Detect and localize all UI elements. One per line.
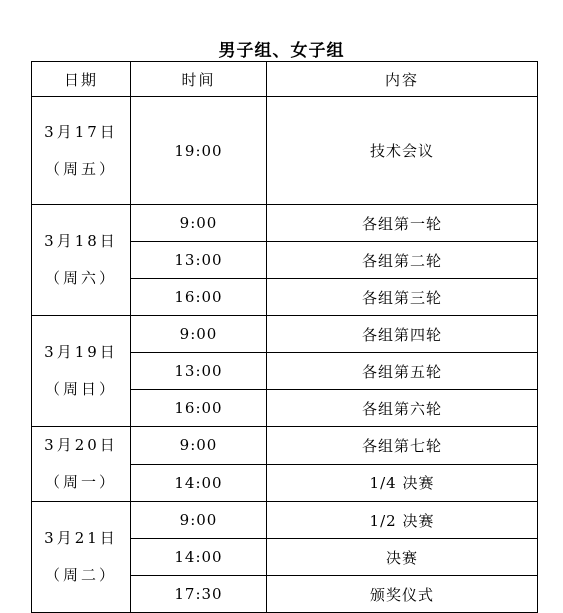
event-cell: 各组第三轮 xyxy=(267,279,538,316)
event-cell: 各组第一轮 xyxy=(267,205,538,242)
event-cell: 各组第二轮 xyxy=(267,242,538,279)
time-cell: 9:00 xyxy=(131,316,267,353)
time-cell: 9:00 xyxy=(131,427,267,465)
time-cell: 16:00 xyxy=(131,279,267,316)
date-label: 3月20日 xyxy=(44,436,118,454)
time-cell: 9:00 xyxy=(131,205,267,242)
time-cell: 13:00 xyxy=(131,353,267,390)
date-cell xyxy=(32,502,131,613)
time-cell: 9:00 xyxy=(131,502,267,539)
event-cell: 技术会议 xyxy=(267,97,538,205)
header-content: 内容 xyxy=(267,62,538,97)
table-row xyxy=(32,427,538,465)
weekday-label: （周六） xyxy=(44,269,117,287)
time-cell: 14:00 xyxy=(131,539,267,576)
time-cell: 13:00 xyxy=(131,242,267,279)
date-label: 3月18日 xyxy=(44,232,118,250)
schedule-table xyxy=(31,61,538,613)
weekday-label: （周日） xyxy=(44,380,117,398)
event-cell: 各组第五轮 xyxy=(267,353,538,390)
header-date: 日期 xyxy=(32,62,131,97)
event-cell: 各组第六轮 xyxy=(267,390,538,427)
event-cell: 1/4 决赛 xyxy=(267,464,538,502)
time-cell: 17:30 xyxy=(131,576,267,613)
date-cell xyxy=(32,427,131,502)
header-time: 时间 xyxy=(131,62,267,97)
date-label: 3月19日 xyxy=(44,343,118,361)
event-cell: 各组第七轮 xyxy=(267,427,538,465)
table-row xyxy=(32,97,538,205)
weekday-label: （周二） xyxy=(44,566,117,584)
table-row xyxy=(32,205,538,242)
weekday-label: （周一） xyxy=(44,473,117,491)
table-row xyxy=(32,502,538,539)
date-label: 3月21日 xyxy=(44,529,118,547)
event-cell: 决赛 xyxy=(267,539,538,576)
weekday-label: （周五） xyxy=(44,159,117,178)
time-cell: 19:00 xyxy=(131,97,267,205)
event-cell: 颁奖仪式 xyxy=(267,576,538,613)
table-header-row xyxy=(32,62,538,97)
event-cell: 1/2 决赛 xyxy=(267,502,538,539)
time-cell: 14:00 xyxy=(131,464,267,502)
date-cell xyxy=(32,316,131,427)
event-cell: 各组第四轮 xyxy=(267,316,538,353)
date-cell xyxy=(32,205,131,316)
table-row xyxy=(32,316,538,353)
date-label: 3月17日 xyxy=(44,122,118,141)
document-title: 男子组、女子组 xyxy=(218,41,345,61)
time-cell: 16:00 xyxy=(131,390,267,427)
date-cell xyxy=(32,97,131,205)
